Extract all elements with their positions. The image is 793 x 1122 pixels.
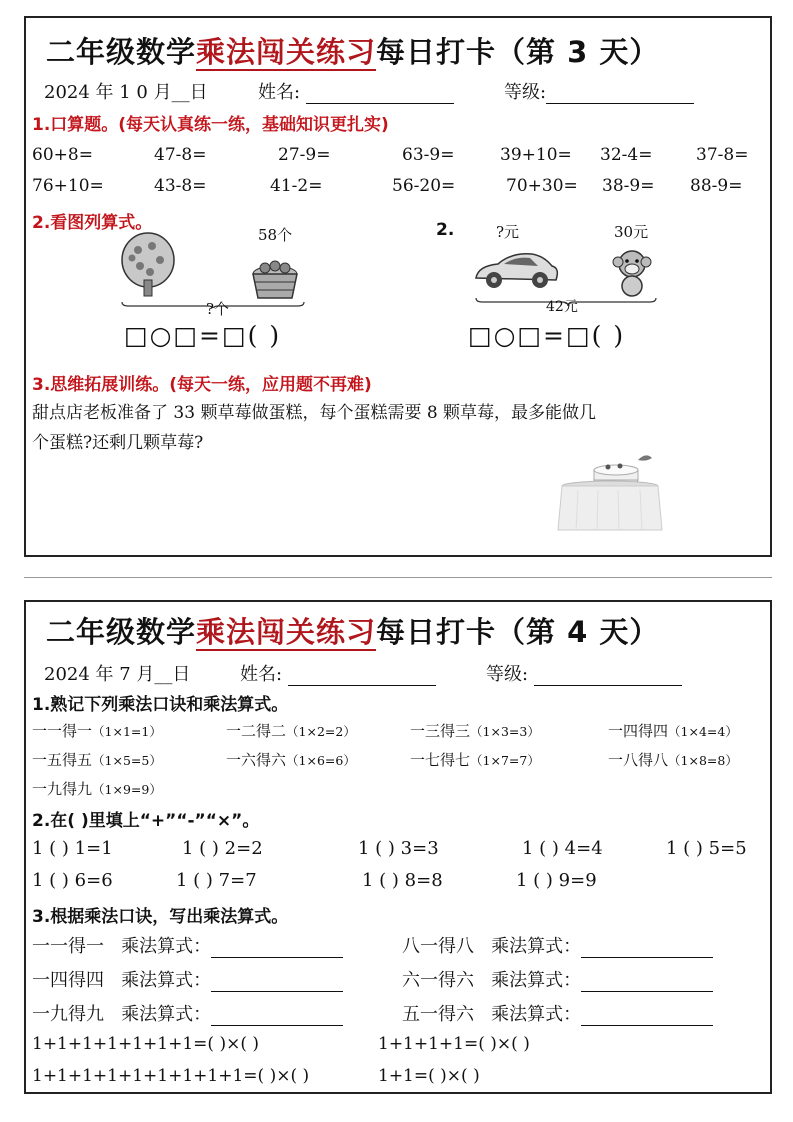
answer-blank[interactable] (211, 939, 343, 958)
koujue-text: 一三得三 (410, 722, 471, 740)
sum-expr-1[interactable]: 1+1+1+1+1+1+1=( )×( ) (32, 1034, 260, 1054)
koujue-3 (410, 720, 540, 741)
koujue-8 (608, 749, 738, 770)
koujue-formula: （1×1=1） (92, 724, 162, 739)
fill-op-4[interactable]: 1 ( ) 4=4 (522, 838, 603, 859)
name-blank[interactable] (306, 83, 454, 104)
formula-label: 乘法算式： (121, 936, 212, 957)
koujue-formula: （1×5=5） (92, 753, 162, 768)
koujue-text: 一四得四 (608, 722, 669, 740)
car-icon (476, 254, 557, 288)
koujue-text: 八一得八 (402, 936, 474, 957)
koujue-text: 一九得九 (32, 780, 93, 798)
koujue-text: 一五得五 (32, 751, 93, 769)
fig1-bottom-label: ?个 (206, 300, 230, 318)
day3-row2-c4: 56-20= (392, 176, 456, 196)
formula-label: 乘法算式： (491, 1004, 582, 1025)
day4-section3-title: 3.根据乘法口诀，写出乘法算式。 (32, 907, 289, 927)
day3-card (24, 16, 772, 557)
s3-row1-right (402, 932, 713, 958)
grade-label: 等级: (504, 82, 547, 103)
day3-row1-c5: 39+10= (500, 145, 572, 165)
day3-row2-c3: 41-2= (270, 176, 323, 196)
title-prefix: 二年级数学 (46, 615, 197, 649)
koujue-text: 一一得一 (32, 722, 93, 740)
page-divider (24, 577, 772, 578)
formula-label: 乘法算式： (121, 1004, 212, 1025)
fill-op-6[interactable]: 1 ( ) 6=6 (32, 870, 113, 891)
day4-name-field[interactable] (240, 660, 436, 686)
koujue-formula: （1×3=3） (470, 724, 540, 739)
koujue-2 (226, 720, 356, 741)
koujue-text: 一七得七 (410, 751, 471, 769)
formula-label: 乘法算式： (121, 970, 212, 991)
day4-section2-title: 2.在( )里填上“+”“-”“×”。 (32, 811, 260, 831)
formula-label: 乘法算式： (491, 936, 582, 957)
day3-section2-title: 2.看图列算式。 (32, 213, 153, 233)
koujue-7 (410, 749, 540, 770)
koujue-text: 一四得四 (32, 970, 104, 991)
grade-label: 等级: (486, 664, 529, 685)
fig2-number: 2. (436, 220, 455, 240)
koujue-6 (226, 749, 356, 770)
koujue-text: 一八得八 (608, 751, 669, 769)
answer-blank[interactable] (211, 973, 343, 992)
day3-row2-c1: 76+10= (32, 176, 104, 196)
day3-grade-field[interactable] (504, 78, 694, 104)
day4-date: 2024 年 7 月__日 (44, 664, 191, 685)
koujue-formula: （1×6=6） (286, 753, 356, 768)
answer-blank[interactable] (581, 939, 713, 958)
name-label: 姓名: (258, 82, 301, 103)
day4-grade-field[interactable] (486, 660, 682, 686)
name-blank[interactable] (288, 665, 436, 686)
s3-row2-left (32, 966, 343, 992)
name-label: 姓名: (240, 664, 283, 685)
answer-blank[interactable] (211, 1007, 343, 1026)
title-highlight: 乘法闯关练习 (196, 35, 377, 69)
day3-section3-title: 3.思维拓展训练。(每天一练，应用题不再难) (32, 375, 372, 395)
koujue-formula: （1×9=9） (92, 782, 162, 797)
title-highlight: 乘法闯关练习 (196, 615, 377, 649)
day3-problem-line1: 甜点店老板准备了 33 颗草莓做蛋糕，每个蛋糕需要 8 颗草莓，最多能做几 (32, 403, 597, 423)
koujue-text: 一二得二 (226, 722, 287, 740)
day4-section1-title: 1.熟记下列乘法口诀和乘法算式。 (32, 695, 289, 715)
fill-op-7[interactable]: 1 ( ) 7=7 (176, 870, 257, 891)
day3-row2-c2: 43-8= (154, 176, 207, 196)
sum-expr-3[interactable]: 1+1+1+1+1+1+1+1+1=( )×( ) (32, 1066, 310, 1086)
koujue-formula: （1×4=4） (668, 724, 738, 739)
koujue-1 (32, 720, 162, 741)
s3-row1-left (32, 932, 343, 958)
fig2-bottom-label: 42元 (546, 299, 578, 315)
koujue-text: 五一得六 (402, 1004, 474, 1025)
day3-problem-line2: 个蛋糕?还剩几颗草莓? (32, 433, 204, 453)
day3-row1-c3: 27-9= (278, 145, 331, 165)
answer-blank[interactable] (581, 973, 713, 992)
s3-row3-right (402, 1000, 713, 1026)
fig2-right-label: 30元 (614, 223, 649, 241)
day3-row2-c5: 70+30= (506, 176, 578, 196)
fill-op-2[interactable]: 1 ( ) 2=2 (182, 838, 263, 859)
fig2-left-label: ?元 (496, 223, 520, 241)
apple-tree-icon (122, 233, 174, 296)
title-suffix: 每日打卡（第 3 天） (376, 35, 660, 69)
table-icon (558, 481, 662, 530)
s3-row3-left (32, 1000, 343, 1026)
koujue-formula: （1×8=8） (668, 753, 738, 768)
fill-op-5[interactable]: 1 ( ) 5=5 (666, 838, 747, 859)
day3-section1-title: 1.口算题。(每天认真练一练，基础知识更扎实) (32, 115, 389, 135)
fill-op-9[interactable]: 1 ( ) 9=9 (516, 870, 597, 891)
day3-row1-c7: 37-8= (696, 145, 749, 165)
koujue-formula: （1×7=7） (470, 753, 540, 768)
koujue-text: 一九得九 (32, 1004, 104, 1025)
koujue-formula: （1×2=2） (286, 724, 356, 739)
day3-row1-c6: 32-4= (600, 145, 653, 165)
day3-row2-c6: 38-9= (602, 176, 655, 196)
koujue-text: 六一得六 (402, 970, 474, 991)
koujue-text: 一六得六 (226, 751, 287, 769)
answer-blank[interactable] (581, 1007, 713, 1026)
day3-row1-c1: 60+8= (32, 145, 93, 165)
day4-card (24, 600, 772, 1094)
day3-name-field[interactable] (258, 78, 454, 104)
sum-expr-4[interactable]: 1+1=( )×( ) (378, 1066, 480, 1086)
fig1-top-label: 58个 (258, 226, 293, 244)
title-suffix: 每日打卡（第 4 天） (376, 615, 660, 649)
day3-row1-c4: 63-9= (402, 145, 455, 165)
sum-expr-2[interactable]: 1+1+1+1=( )×( ) (378, 1034, 530, 1054)
monkey-toy-icon (613, 251, 651, 296)
title-prefix: 二年级数学 (46, 35, 197, 69)
day3-title (46, 30, 659, 71)
formula-label: 乘法算式： (491, 970, 582, 991)
koujue-4 (608, 720, 738, 741)
cake-table-illustration (554, 450, 666, 534)
koujue-9 (32, 778, 162, 799)
apple-basket-icon (253, 261, 297, 298)
fill-op-3[interactable]: 1 ( ) 3=3 (358, 838, 439, 859)
day3-date: 2024 年 1 0 月__日 (44, 82, 208, 103)
grade-blank[interactable] (546, 83, 694, 104)
fig2-equation-blanks[interactable]: □○□=□( ) (468, 321, 626, 350)
day3-row2-c7: 88-9= (690, 176, 743, 196)
koujue-5 (32, 749, 162, 770)
day4-title (46, 610, 659, 651)
day3-row1-c2: 47-8= (154, 145, 207, 165)
fill-op-8[interactable]: 1 ( ) 8=8 (362, 870, 443, 891)
grade-blank[interactable] (534, 665, 682, 686)
fill-op-1[interactable]: 1 ( ) 1=1 (32, 838, 113, 859)
koujue-text: 一一得一 (32, 936, 104, 957)
fig1-equation-blanks[interactable]: □○□=□( ) (124, 321, 282, 350)
s3-row2-right (402, 966, 713, 992)
